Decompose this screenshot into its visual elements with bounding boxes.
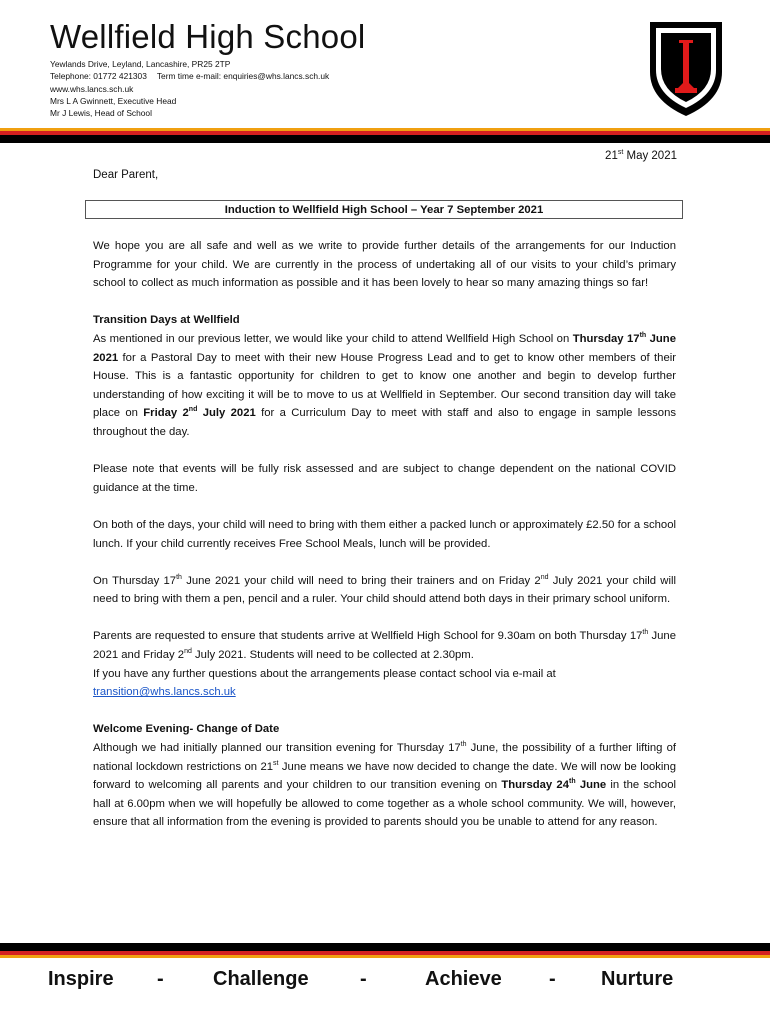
text-suffix: st [273,759,279,767]
text-run: Thursday 17 [572,332,640,345]
address-line: Yewlands Drive, Leyland, Lancashire, PR25 2TP [50,59,231,69]
text-run: July 2021 your child will need to bring with them a pen, pencil and a ruler. Your child should attend both days in their primary school uniform. [93,574,676,606]
section-heading-transition-days: Transition Days at Wellfield [93,314,240,327]
text-suffix: nd [540,573,549,581]
text-run: June 2021 and Friday 2 [93,630,677,662]
telephone-line [50,70,329,82]
intro-paragraph: We hope you are all safe and well as we write to provide further details of the arrangements for our Induction Programme for your child. We are currently in the process of undertaking all of our visits to your child’s primary school to collect as much information as possible and it has been lovely to hear so many amazing things so far! [93,240,676,290]
text-run: Thursday 24 [501,779,569,792]
risk-assessment-paragraph: Please note that events will be fully risk assessed and are subject to change dependent on the national COVID guidance at the time. [93,463,676,494]
text-run: June, the possibility of a further lifting of national lockdown restrictions on 21 [93,742,676,773]
greeting: Dear Parent, [93,169,159,181]
letter-body [93,237,676,832]
text-run: Parents are requested to ensure that students arrive at Wellfield High School for 9.30am on both Thursday 17 [93,630,643,643]
telephone: Telephone: 01772 421303 [50,71,147,82]
date-rest: May 2021 [623,150,677,162]
text-run: for a Curriculum Day to meet with staff and also to engage in sample lessons throughout the day. [93,407,677,438]
head-of-school-line: Mr J Lewis, Head of School [50,108,152,119]
date-day: 21 [605,150,618,162]
school-name: Wellfield High School [50,18,366,55]
arrival-paragraph [93,627,676,664]
text-run: Friday 2 [143,407,189,420]
motto-dash: - [549,968,556,990]
text-suffix: th [642,629,649,637]
text-run: in the school hall at 6.00pm when we will hopefully be allowed to come together as a whole school community. We will, however, ensure that all information from the evening is provided to parents should you be unable to attend for any reason. [93,779,677,829]
transition-days-paragraph [93,330,676,442]
header-stripe-black [0,135,770,143]
school-motto [0,968,770,998]
text-run: July 2021 [197,407,256,420]
text-run: for a Pastoral Day to meet with their new House Progress Lead and to get to know other members of their House. This is a fantastic opportunity for children to get to know one another and begin to develop further understanding of how exciting it will be to move to us at Wellfield in September. Our second transition day will take place on [93,351,676,420]
text-run: June 2021 your child will need to bring their trainers and on Friday 2 [181,574,541,587]
text-run: On Thursday 17 [93,574,177,587]
footer-stripe-black [0,943,770,951]
text-run: As mentioned in our previous letter, we would like your child to attend Wellfield High School on [93,332,573,345]
website-line: www.whs.lancs.sch.uk [50,83,134,94]
executive-head-line: Mrs L A Gwinnett, Executive Head [50,95,177,106]
lunch-paragraph: On both of the days, your child will need to bring with them either a packed lunch or approximately £2.50 for a school lunch. If your child currently receives Free School Meals, lunch will be provided. [93,518,676,550]
motto-dash: - [360,968,367,990]
bold-date [501,779,606,791]
text-run: June [575,779,607,792]
date-suffix: st [617,149,624,157]
text-suffix: nd [188,406,198,414]
letter-subject: Induction to Wellfield High School – Year 7 September 2021 [85,200,683,219]
text-suffix: th [460,741,467,749]
text-run: June 2021 [93,332,676,364]
text-suffix: th [569,778,576,786]
footer-stripe-orange [0,955,770,958]
letter-date [605,150,677,162]
text-run: July 2021. Students will need to be collected at 2.30pm. [191,649,474,662]
text-run: Although we had initially planned our transition evening for Thursday 17 [93,742,461,755]
motto-challenge: Challenge [213,968,309,990]
text-suffix: nd [184,648,192,656]
motto-achieve: Achieve [425,968,502,990]
equipment-paragraph [93,572,676,609]
text-run: June means we have now decided to change the date. We will now be looking forward to welcoming all parents and your children to our transition evening on [93,760,676,792]
transition-email-link[interactable]: transition@whs.lancs.sch.uk [93,686,236,699]
welcome-evening-paragraph [93,739,676,832]
school-crest-icon [648,20,724,118]
text-suffix: th [639,332,647,340]
bold-date [143,407,256,419]
motto-dash: - [157,968,164,990]
term-email: Term time e-mail: enquiries@whs.lancs.sch.uk [156,71,330,82]
text-suffix: th [176,573,182,581]
school-contact-details [50,58,329,119]
text-run: If you have any further questions about the arrangements please contact school via e-mail at [93,667,556,680]
section-heading-welcome-evening: Welcome Evening- Change of Date [93,723,280,736]
contact-paragraph [93,665,676,702]
motto-nurture: Nurture [601,968,674,990]
motto-inspire: Inspire [48,968,114,990]
